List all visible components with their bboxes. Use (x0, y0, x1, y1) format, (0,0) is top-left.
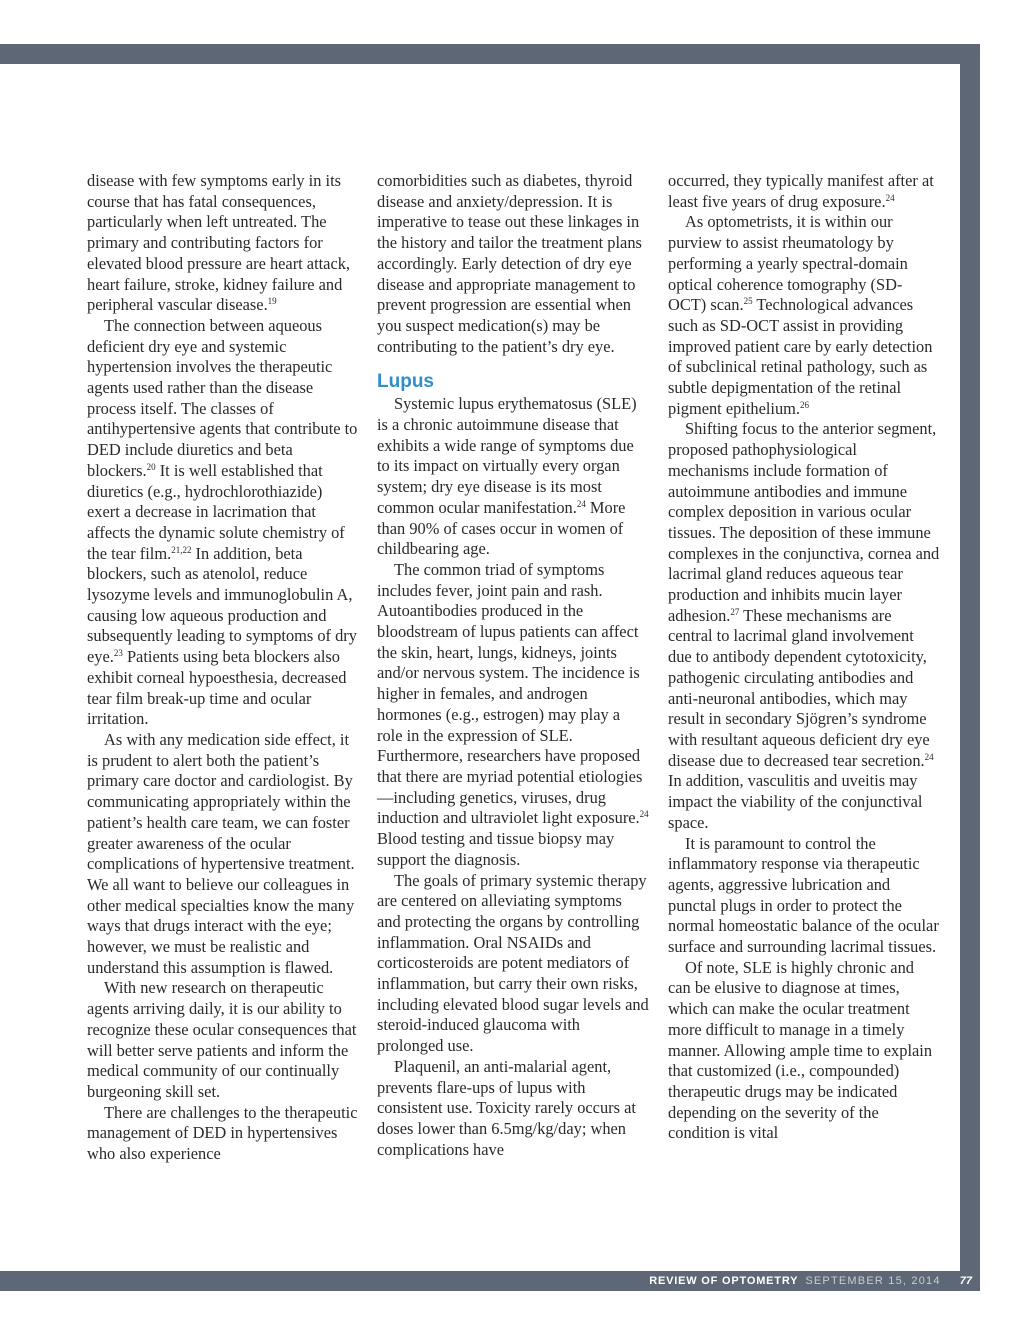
paragraph (668, 171, 940, 212)
issue-date: SEPTEMBER 15, 2014 (805, 1275, 941, 1287)
text-run: There are challenges to the therapeutic management of DED in hypertensives who also experience (87, 1102, 358, 1164)
paragraph (668, 834, 940, 958)
text-run: Plaquenil, an anti-malarial agent, prevents flare-ups of lupus with consistent use. Toxicity rarely occurs at doses lower than 6.5mg/kg/day; when complications have (377, 1056, 636, 1159)
text-run: With new research on therapeutic agents arriving daily, it is our ability to recognize these ocular consequences that will better serve patients and inform the medical community of our continually burgeoning skill set. (87, 978, 357, 1101)
paragraph (87, 316, 359, 730)
paragraph (668, 958, 940, 1144)
footer-folio (649, 1271, 974, 1291)
text-run: Patients using beta blockers also exhibit corneal hypoesthesia, decreased tear film break-up time and ocular irritation. (87, 647, 347, 729)
citation-superscript: 24 (885, 192, 895, 203)
paragraph (377, 871, 649, 1057)
text-run: Systemic lupus erythematosus (SLE) is a chronic autoimmune disease that exhibits a wide range of symptoms due to its impact on virtually every organ system; dry eye disease is its most common ocular manifestation. (377, 394, 637, 517)
text-run: It is well established that diuretics (e.g., hydrochlorothiazide) exert a decrease in lacrimation that affects the dynamic solute chemistry of the tear film. (87, 460, 345, 563)
text-run: These mechanisms are central to lacrimal gland involvement due to antibody dependent cytotoxicity, pathogenic circulating antibodies and anti-neuronal antibodies, which may result in secondary Sjögren’s syndrome with resultant aqueous deficient dry eye disease due to decreased tear secretion. (668, 605, 930, 770)
text-column-1 (87, 171, 359, 1165)
text-run: In addition, beta blockers, such as atenolol, reduce lysozyme levels and immunoglobulin A, causing low aqueous production and subsequently leading to symptoms of dry eye. (87, 543, 357, 667)
text-run: occurred, they typically manifest after at least five years of drug exposure. (668, 171, 934, 211)
paragraph (668, 212, 940, 419)
journal-name: REVIEW OF OPTOMETRY (649, 1275, 799, 1287)
citation-superscript: 24 (639, 809, 649, 820)
text-run: The goals of primary systemic therapy are centered on alleviating symptoms and protecting the organs by controlling inflammation. Oral NSAIDs and corticosteroids are potent mediators of inflammation, but carry their own risks, including elevated blood sugar levels and steroid-induced glaucoma with prolonged use. (377, 870, 649, 1056)
citation-superscript: 24 (576, 498, 586, 509)
page-frame-top-bar (0, 44, 980, 64)
text-run: The common triad of symptoms includes fever, joint pain and rash. Autoantibodies produced in the bloodstream of lupus patients can affect the skin, heart, lungs, kidneys, joints and/or nervous system. The incidence is higher in females, and androgen hormones (e.g., estrogen) may play a role in the expression of SLE. Furthermore, researchers have proposed that there are myriad potential etiologies—including genetics, viruses, drug induction and ultraviolet light exposure. (377, 559, 643, 828)
text-run: More than 90% of cases occur in women of childbearing age. (377, 497, 626, 559)
text-run: disease with few symptoms early in its course that has fatal consequences, particularly when left untreated. The primary and contributing factors for elevated blood pressure are heart attack, heart failure, stroke, kidney failure and peripheral vascular disease. (87, 171, 351, 315)
paragraph (377, 560, 649, 871)
text-run: Shifting focus to the anterior segment, proposed pathophysiological mechanisms include formation of autoimmune antibodies and immune complex deposition in various ocular tissues. The deposition of these immune complexes in the conjunctiva, cornea and lacrimal gland reduces aqueous tear production and inhibits mucin layer adhesion. (668, 419, 940, 625)
citation-superscript: 20 (146, 461, 156, 472)
page-number: 77 (959, 1275, 972, 1287)
citation-superscript: 21,22 (171, 544, 192, 555)
citation-superscript: 23 (113, 648, 123, 659)
page-frame-right-bar (960, 44, 980, 1271)
text-column-2 (377, 171, 649, 1160)
text-column-3 (668, 171, 940, 1144)
citation-superscript: 25 (743, 296, 753, 307)
text-run: comorbidities such as diabetes, thyroid disease and anxiety/depression. It is imperative to tease out these linkages in the history and tailor the treatment plans accordingly. Early detection of dry eye disease and appropriate management to prevent progression are essential when you suspect medication(s) may be contributing to the patient’s dry eye. (377, 171, 642, 356)
footer-bar (0, 1271, 980, 1291)
paragraph (87, 171, 359, 316)
paragraph (377, 394, 649, 560)
text-run: As with any medication side effect, it is prudent to alert both the patient’s primary care doctor and cardiologist. By communicating appropriately within the patient’s health care team, we can foster greater awareness of the ocular complications of hypertensive treatment. We all want to believe our colleagues in other medical specialties know the many ways that drugs interact with the eye; however, we must be realistic and understand this assumption is flawed. (87, 729, 355, 977)
text-run: It is paramount to control the inflammatory response via therapeutic agents, aggressive lubrication and punctal plugs in order to protect the normal homeostatic balance of the ocular surface and surrounding lacrimal tissues. (668, 833, 939, 957)
citation-superscript: 19 (267, 296, 277, 307)
citation-superscript: 27 (730, 606, 740, 617)
paragraph (377, 171, 649, 357)
text-run: Of note, SLE is highly chronic and can be elusive to diagnose at times, which can make the ocular treatment more difficult to manage in a timely manner. Allowing ample time to explain that customized (i.e., compounded) therapeutic drugs may be indicated depending on the severity of the condition is vital (668, 957, 933, 1143)
text-run: Technological advances such as SD-OCT assist in providing improved patient care by early detection of subclinical retinal pathology, such as subtle depigmentation of the retinal pigment epithelium. (668, 295, 933, 418)
section-heading: Lupus (377, 371, 434, 393)
text-run: As optometrists, it is within our purview to assist rheumatology by performing a yearly spectral-domain optical coherence tomography (SD-OCT) scan. (668, 212, 908, 315)
text-run: The connection between aqueous deficient dry eye and systemic hypertension involves the therapeutic agents used rather than the disease process itself. The classes of antihypertensive agents that contribute to DED include diuretics and beta blockers. (87, 315, 358, 480)
paragraph (377, 1057, 649, 1161)
citation-superscript: 24 (924, 751, 934, 762)
paragraph (668, 419, 940, 833)
paragraph (87, 978, 359, 1102)
paragraph (87, 730, 359, 978)
text-run: In addition, vasculitis and uveitis may impact the viability of the conjunctival space. (668, 771, 923, 832)
citation-superscript: 26 (800, 399, 810, 410)
paragraph (87, 1103, 359, 1165)
text-run: Blood testing and tissue biopsy may support the diagnosis. (377, 829, 615, 869)
